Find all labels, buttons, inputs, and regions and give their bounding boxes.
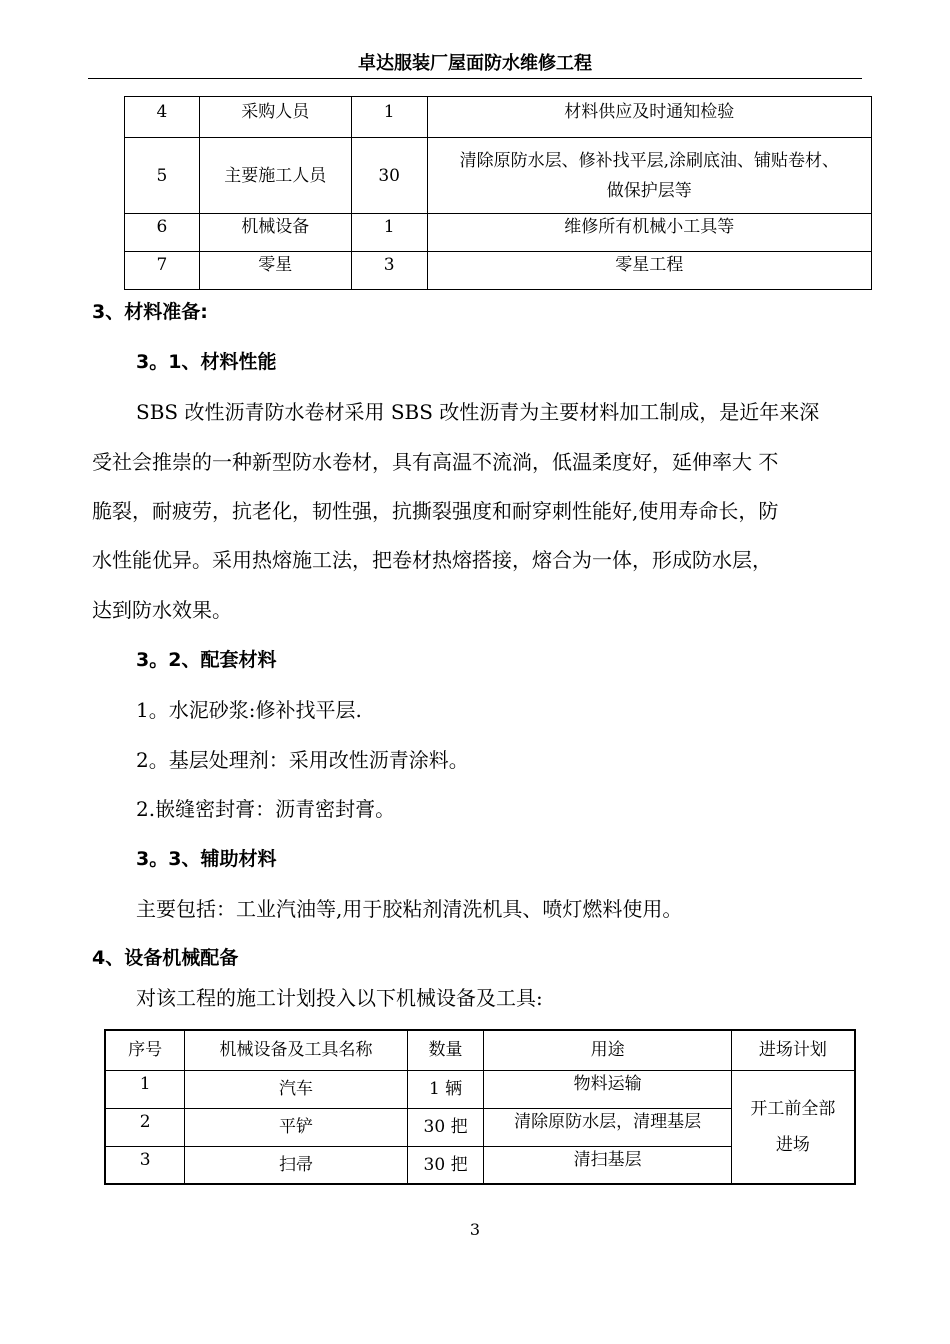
paragraph-line: 受社会推崇的一种新型防水卷材，具有高温不流淌，低温柔度好，延伸率大 不 <box>92 450 779 474</box>
list-item: 2。基层处理剂：采用改性沥青涂料。 <box>136 748 469 772</box>
section-3-title: 3、材料准备: <box>92 301 208 323</box>
table-cell: 5 <box>125 138 200 214</box>
table-header-cell: 序号 <box>105 1030 185 1070</box>
table-header-cell: 用途 <box>484 1030 731 1070</box>
table-cell <box>731 1070 855 1184</box>
table-cell: 零星 <box>199 252 351 290</box>
table-cell: 2 <box>105 1108 185 1146</box>
table-cell: 采购人员 <box>199 97 351 138</box>
table-row <box>125 214 872 252</box>
table-header-cell: 数量 <box>407 1030 484 1070</box>
table-header-row <box>105 1030 855 1070</box>
table-cell: 汽车 <box>185 1070 407 1108</box>
paragraph-line: 达到防水效果。 <box>92 598 232 622</box>
table-cell: 30 <box>351 138 427 214</box>
table-cell: 零星工程 <box>427 252 871 290</box>
section-4-title: 4、设备机械配备 <box>92 947 239 969</box>
table-row <box>125 97 872 138</box>
equipment-table <box>104 1029 856 1185</box>
cell-line: 做保护层等 <box>606 180 692 201</box>
table-cell: 扫帚 <box>185 1146 407 1184</box>
table-cell: 1 <box>105 1070 185 1108</box>
page-number: 3 <box>469 1220 481 1239</box>
cell-line: 进场 <box>775 1134 810 1155</box>
table-cell: 1 辆 <box>407 1070 484 1108</box>
table-cell: 物料运输 <box>484 1070 731 1108</box>
table-row <box>105 1070 855 1108</box>
table-cell: 平铲 <box>185 1108 407 1146</box>
section-3-2-title: 3。2、配套材料 <box>136 649 277 671</box>
table-cell: 6 <box>125 214 200 252</box>
paragraph-line: 脆裂，耐疲劳，抗老化，韧性强，抗撕裂强度和耐穿刺性能好,使用寿命长，防 <box>92 499 779 523</box>
table-row <box>125 138 872 214</box>
table-cell <box>427 138 871 214</box>
table-cell: 4 <box>125 97 200 138</box>
table-cell: 主要施工人员 <box>199 138 351 214</box>
table-row <box>125 252 872 290</box>
paragraph-line: 水性能优异。采用热熔施工法，把卷材热熔搭接，熔合为一体，形成防水层， <box>92 548 772 572</box>
table-cell: 1 <box>351 214 427 252</box>
list-item: 2.嵌缝密封膏：沥青密封膏。 <box>136 797 396 821</box>
table-cell: 材料供应及时通知检验 <box>427 97 871 138</box>
table-cell: 3 <box>105 1146 185 1184</box>
paragraph-line: 主要包括：工业汽油等,用于胶粘剂清洗机具、喷灯燃料使用。 <box>136 897 683 921</box>
section-3-1-title: 3。1、材料性能 <box>136 351 277 373</box>
section-3-3-title: 3。3、辅助材料 <box>136 848 277 870</box>
table-header-cell: 机械设备及工具名称 <box>185 1030 407 1070</box>
table-cell: 7 <box>125 252 200 290</box>
page-header: 卓达服装厂屋面防水维修工程 <box>88 50 862 79</box>
table-cell: 清除原防水层，清理基层 <box>484 1108 731 1146</box>
cell-line: 清除原防水层、修补找平层,涂刷底油、铺贴卷材、 <box>459 150 839 171</box>
table-cell: 30 把 <box>407 1108 484 1146</box>
paragraph-line: SBS 改性沥青防水卷材采用 SBS 改性沥青为主要材料加工制成，是近年来深 <box>136 400 820 424</box>
table-cell: 清扫基层 <box>484 1146 731 1184</box>
table-header-cell: 进场计划 <box>731 1030 855 1070</box>
cell-line: 开工前全部 <box>750 1098 836 1119</box>
paragraph-line: 对该工程的施工计划投入以下机械设备及工具: <box>136 986 543 1010</box>
list-item: 1。水泥砂浆:修补找平层. <box>136 698 362 722</box>
table-cell: 1 <box>351 97 427 138</box>
table-cell: 30 把 <box>407 1146 484 1184</box>
personnel-table <box>124 96 872 290</box>
table-cell: 机械设备 <box>199 214 351 252</box>
table-cell: 维修所有机械小工具等 <box>427 214 871 252</box>
table-cell: 3 <box>351 252 427 290</box>
